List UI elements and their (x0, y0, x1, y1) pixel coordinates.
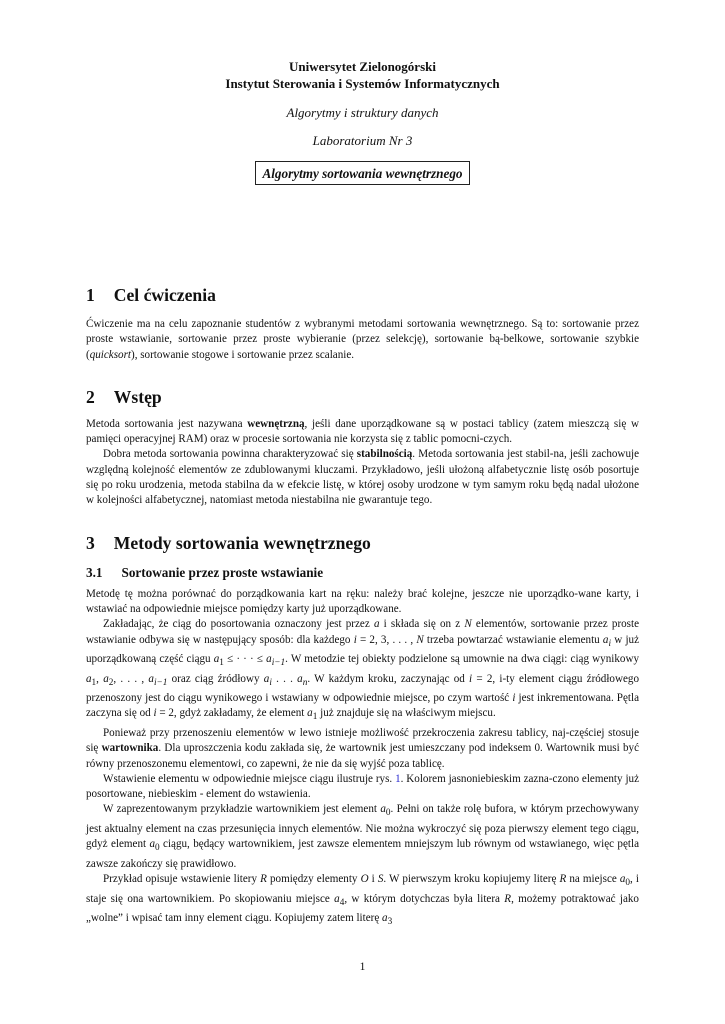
text: Metoda sortowania jest nazywana (86, 417, 248, 430)
term-internal: wewnętrzną (247, 417, 305, 430)
math: a (382, 912, 388, 925)
math-subscript: 0 (385, 808, 391, 819)
subsection-title: Sortowanie przez proste wstawianie (121, 564, 324, 580)
subsection-paragraph-4 (86, 772, 639, 803)
math-subscript: 3 (387, 917, 393, 928)
text: elementów, sortowanie przez proste wstawianie odbywa się w następujący sposób: dla każdego (86, 618, 640, 646)
text: ), sortowanie stogowe i sortowanie przez scalanie. (131, 348, 355, 361)
text: = 2, gdyż zakładamy, że element (156, 707, 308, 720)
university-name: Uniwersytet Zielonogórski (289, 59, 436, 74)
quicksort-term: quicksort (89, 348, 131, 361)
institute-name: Instytut Sterowania i Systemów Informatycznych (225, 76, 500, 91)
math: O (360, 873, 369, 886)
text: jest inkrementowana. Pętla zaczyna się od (86, 692, 639, 720)
subsection-paragraph-2 (86, 617, 639, 726)
math: a (373, 618, 380, 631)
document-title: Algorytmy sortowania wewnętrznego (255, 161, 469, 185)
math-subscript: 4 (339, 897, 345, 908)
math-subscript: i−1 (153, 677, 168, 688)
text: , jeśli dane uporządkowane są w postaci tablicy (zatem mieszczą się w pamięci operacyjnej RAM) oraz w procesie sortowania nie korzysta się z tablic pomocni-czych. (86, 417, 639, 446)
text: , (96, 672, 104, 685)
text: na miejsce (566, 873, 620, 886)
text: = 2, i-ty element ciągu źródłowego przenoszony jest do ciągu wynikowego i wstawiany w odpowiednie miejsce, po czym wartość (86, 672, 640, 705)
section-title: Metody sortowania wewnętrznego (113, 532, 371, 553)
figure-reference-link[interactable]: 1 (395, 772, 401, 785)
math: R (260, 873, 267, 886)
section-1-heading (86, 284, 639, 306)
text: oraz ciąg źródłowy (167, 672, 264, 685)
section-2-paragraph-1 (86, 417, 639, 448)
subsection-paragraph-5 (86, 802, 639, 872)
math: i (512, 692, 516, 705)
term-sentinel: wartownika (101, 742, 159, 755)
math: i (353, 633, 357, 646)
text: . W metodzie tej obiekty podzielone są umownie na dwa ciągi: ciąg wynikowy (285, 653, 639, 666)
math: a (297, 672, 303, 685)
text: , w którym dotychczas była litera (344, 892, 505, 905)
text: . Dla uproszczenia kodu zakłada się, że wartownik jest umieszczany pod indeksem 0. Wartownik musi być równy przenoszonemu elementowi, co zapewni, że nie da się wyjść poza tablicę. (86, 742, 639, 770)
subsection-paragraph-3 (86, 726, 639, 772)
text: i składa się on z (379, 618, 465, 631)
text: Zakładając, że ciąg do posortowania oznaczony jest przez (103, 618, 374, 631)
section-number: 2 (86, 386, 95, 407)
text: , możemy potraktować jako „wolne” i wpisać tam inny element ciągu. Kopiujemy zatem literę (86, 892, 639, 925)
math: a (86, 672, 92, 685)
text: ≤ · · · ≤ (223, 653, 267, 666)
text: w już uporządkowaną część ciągu (86, 633, 639, 666)
section-2-heading (86, 386, 639, 408)
text: Ćwiczenie ma na celu zapoznanie studentów z wybranymi metodami sortowania wewnętrznego. Są to: sortowanie przez proste wstawianie, sortowanie przez proste wybieranie (przez selekcję), sortowanie bą-belkowe, sortowanie szybkie ( (86, 318, 639, 361)
math-subscript: 1 (91, 677, 97, 688)
math: i (469, 672, 473, 685)
math-subscript: 1 (312, 712, 318, 723)
math: R (559, 873, 567, 886)
math: a (619, 873, 626, 886)
subsection-3-1-heading (86, 564, 639, 581)
text: Przykład opisuje wstawienie litery (103, 873, 261, 886)
math: a (213, 653, 220, 666)
math: a (103, 672, 109, 685)
section-1-paragraph (86, 317, 639, 363)
subsection-number: 3.1 (86, 564, 103, 580)
math-subscript: 0 (625, 878, 631, 889)
math: N (464, 618, 472, 631)
text: = 2, 3, . . . , (356, 633, 417, 646)
math: a (334, 892, 340, 905)
math: S (377, 873, 384, 886)
text: . Metoda sortowania jest stabil-na, jeśli zachowuje względną kolejność elementów ze zdublowanymi kluczami. Przykładowo, jeśli ułożoną alfabetycznie listę osób posortuje się po roku urodzenia, metoda stabilna da w efekcie listę, w której osoby urodzone w tym samym roku będą nadal ułożone w kolejności alfabetycznej, natomiast metoda niestabilna nie gwarantuje tego. (86, 448, 639, 507)
math-subscript: i (608, 638, 612, 649)
math: a (602, 633, 609, 646)
math: a (307, 707, 313, 720)
math-subscript: i (269, 677, 272, 688)
math: a (266, 653, 272, 666)
math-subscript: 2 (108, 677, 114, 688)
section-title: Cel ćwiczenia (113, 285, 216, 305)
math: R (504, 892, 512, 905)
math-subscript: i−1 (271, 658, 286, 669)
math: N (416, 633, 424, 646)
section-number: 3 (86, 532, 95, 553)
math: i (153, 707, 157, 720)
course-name: Algorytmy i struktury danych (286, 105, 439, 120)
title-box-wrap (86, 161, 639, 185)
subsection-paragraph-6 (86, 872, 639, 931)
page-content (86, 58, 639, 931)
math: a (263, 672, 270, 685)
section-2-paragraph-2 (86, 447, 639, 508)
math-subscript: n (302, 677, 308, 688)
text: trzeba powtarzać wstawianie elementu (423, 633, 603, 646)
math: a (380, 803, 386, 816)
text: . W każdym kroku, zaczynając od (307, 672, 470, 685)
text: W zaprezentowanym przykładzie wartownikiem jest element (103, 803, 381, 816)
text: i (368, 873, 378, 886)
math-subscript: 1 (219, 658, 224, 669)
section-number: 1 (86, 285, 95, 305)
text: Wstawienie elementu w odpowiednie miejsce ciągu ilustruje rys. (103, 772, 396, 785)
text: , . . . , (113, 672, 149, 685)
math: a (149, 838, 156, 851)
subsection-paragraph-1: Metodę tę można porównać do porządkowania kart na ręku: należy brać kolejne, jeszcze nie uporządko-wane karty, i wstawiać na odpowiednie miejsce pomiędzy karty już uporządkowane. (86, 587, 639, 615)
text: . W pierwszym kroku kopiujemy literę (383, 873, 560, 886)
section-3-heading (86, 532, 639, 554)
math-subscript: 0 (155, 843, 160, 854)
text: Dobra metoda sortowania powinna charakteryzować się (103, 448, 357, 461)
math: a (148, 672, 154, 685)
term-stability: stabilnością (356, 448, 413, 461)
text: już znajduje się na właściwym miejscu. (317, 707, 496, 720)
lab-number: Laboratorium Nr 3 (312, 133, 413, 148)
text: , i staje się ona wartownikiem. Po skopiowaniu miejsce (86, 873, 639, 905)
section-title: Wstęp (113, 386, 162, 407)
text: Ponieważ przy przenoszeniu elementów w lewo istnieje możliwość przekroczenia zakresu tablicy, naj-częściej stosuje się (86, 726, 639, 755)
page-number: 1 (359, 961, 366, 973)
text: . Kolorem jasnoniebieskim zazna-czono elementy już posortowane, niebieskim - element do wstawienia. (86, 772, 640, 801)
text: . . . (271, 672, 298, 685)
text: ciągu, będący wartownikiem, jest zawsze elementem mniejszym lub równym od wstawianego, więc pętla zawsze zakończy się prawidłowo. (86, 838, 639, 870)
text: pomiędzy elementy (266, 873, 361, 886)
text: . Pełni on także rolę bufora, w którym przechowywany jest aktualny element na czas przesunięcia innych elementów. Nie można wykroczyć się poza pierwszy element tego ciągu, gdyż element (86, 803, 639, 851)
